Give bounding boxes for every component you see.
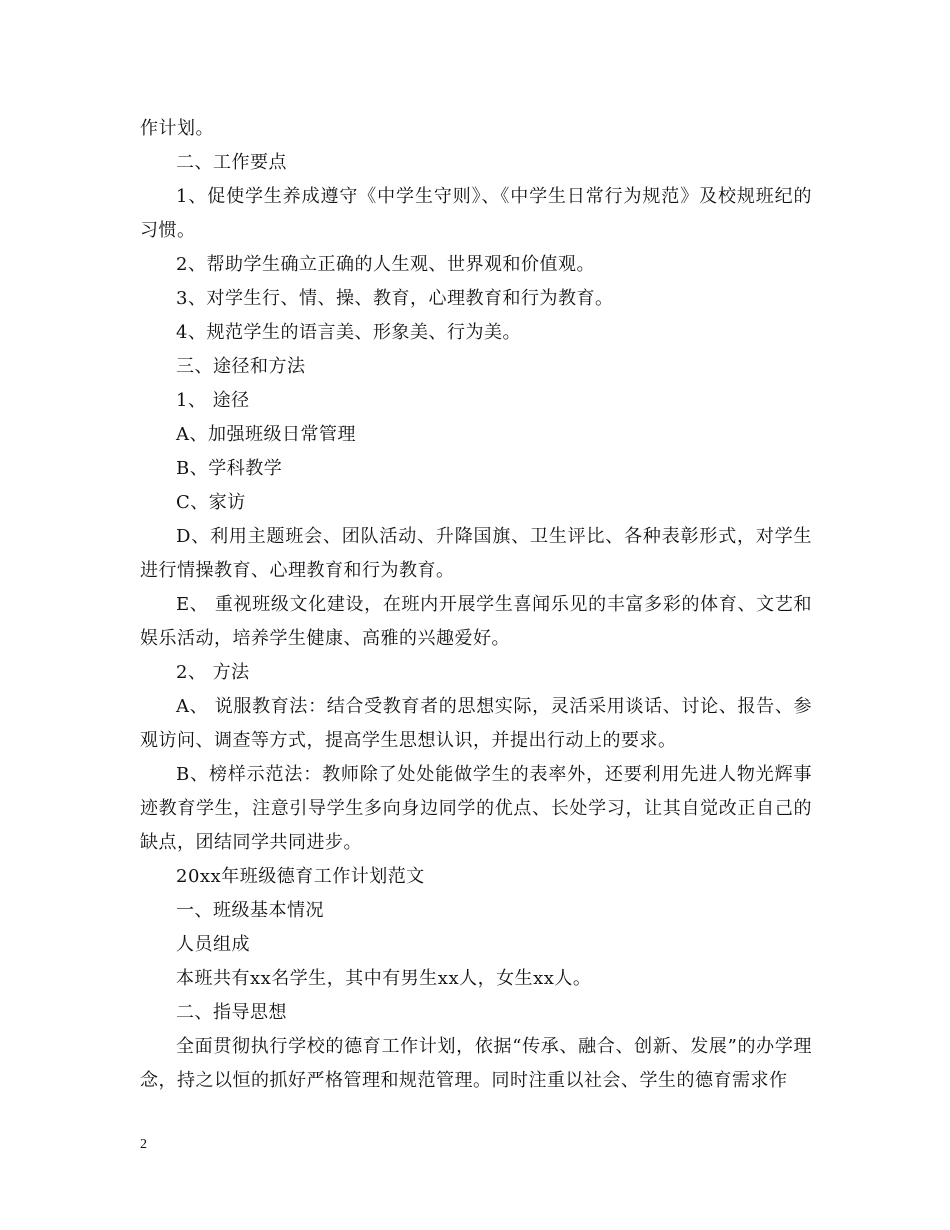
paragraph: C、家访	[176, 492, 246, 513]
paragraph: 作计划。	[140, 118, 214, 139]
paragraph: 2、帮助学生确立正确的人生观、世界观和价值观。	[176, 254, 595, 275]
paragraph: 20xx年班级德育工作计划范文	[176, 866, 425, 887]
document-body	[140, 112, 812, 1098]
paragraph: 二、指导思想	[176, 1002, 287, 1023]
paragraph: 2、 方法	[176, 662, 250, 683]
paragraph: B、榜样示范法：教师除了处处能做学生的表率外，还要利用先进人物光辉事迹教育学生，注意引导学生多向身边同学的优点、长处学习，让其自觉改正自己的缺点，团结同学共同进步。	[140, 764, 812, 853]
paragraph: A、加强班级日常管理	[176, 424, 356, 445]
paragraph: 二、工作要点	[176, 152, 287, 173]
paragraph: 一、班级基本情况	[176, 900, 324, 921]
paragraph: B、学科教学	[176, 458, 283, 479]
paragraph: A、 说服教育法：结合受教育者的思想实际，灵活采用谈话、讨论、报告、参观访问、调查等方式，提高学生思想认识，并提出行动上的要求。	[140, 696, 812, 751]
page-number: 2	[140, 1137, 147, 1152]
paragraph: 本班共有xx名学生，其中有男生xx人，女生xx人。	[176, 968, 592, 989]
paragraph: E、 重视班级文化建设，在班内开展学生喜闻乐见的丰富多彩的体育、文艺和娱乐活动，培养学生健康、高雅的兴趣爱好。	[140, 594, 812, 649]
paragraph: 1、 途径	[176, 390, 250, 411]
paragraph: 人员组成	[176, 934, 250, 955]
paragraph: 4、规范学生的语言美、形象美、行为美。	[176, 322, 521, 343]
paragraph: 3、对学生行、情、操、教育，心理教育和行为教育。	[176, 288, 614, 309]
paragraph: 1、促使学生养成遵守《中学生守则》、《中学生日常行为规范》及校规班纪的习惯。	[140, 186, 812, 241]
paragraph: 全面贯彻执行学校的德育工作计划，依据“传承、融合、创新、发展”的办学理念，持之以恒的抓好严格管理和规范管理。同时注重以社会、学生的德育需求作	[140, 1036, 812, 1091]
paragraph: 三、途径和方法	[176, 356, 306, 377]
paragraph: D、利用主题班会、团队活动、升降国旗、卫生评比、各种表彰形式，对学生进行情操教育、心理教育和行为教育。	[140, 526, 812, 581]
